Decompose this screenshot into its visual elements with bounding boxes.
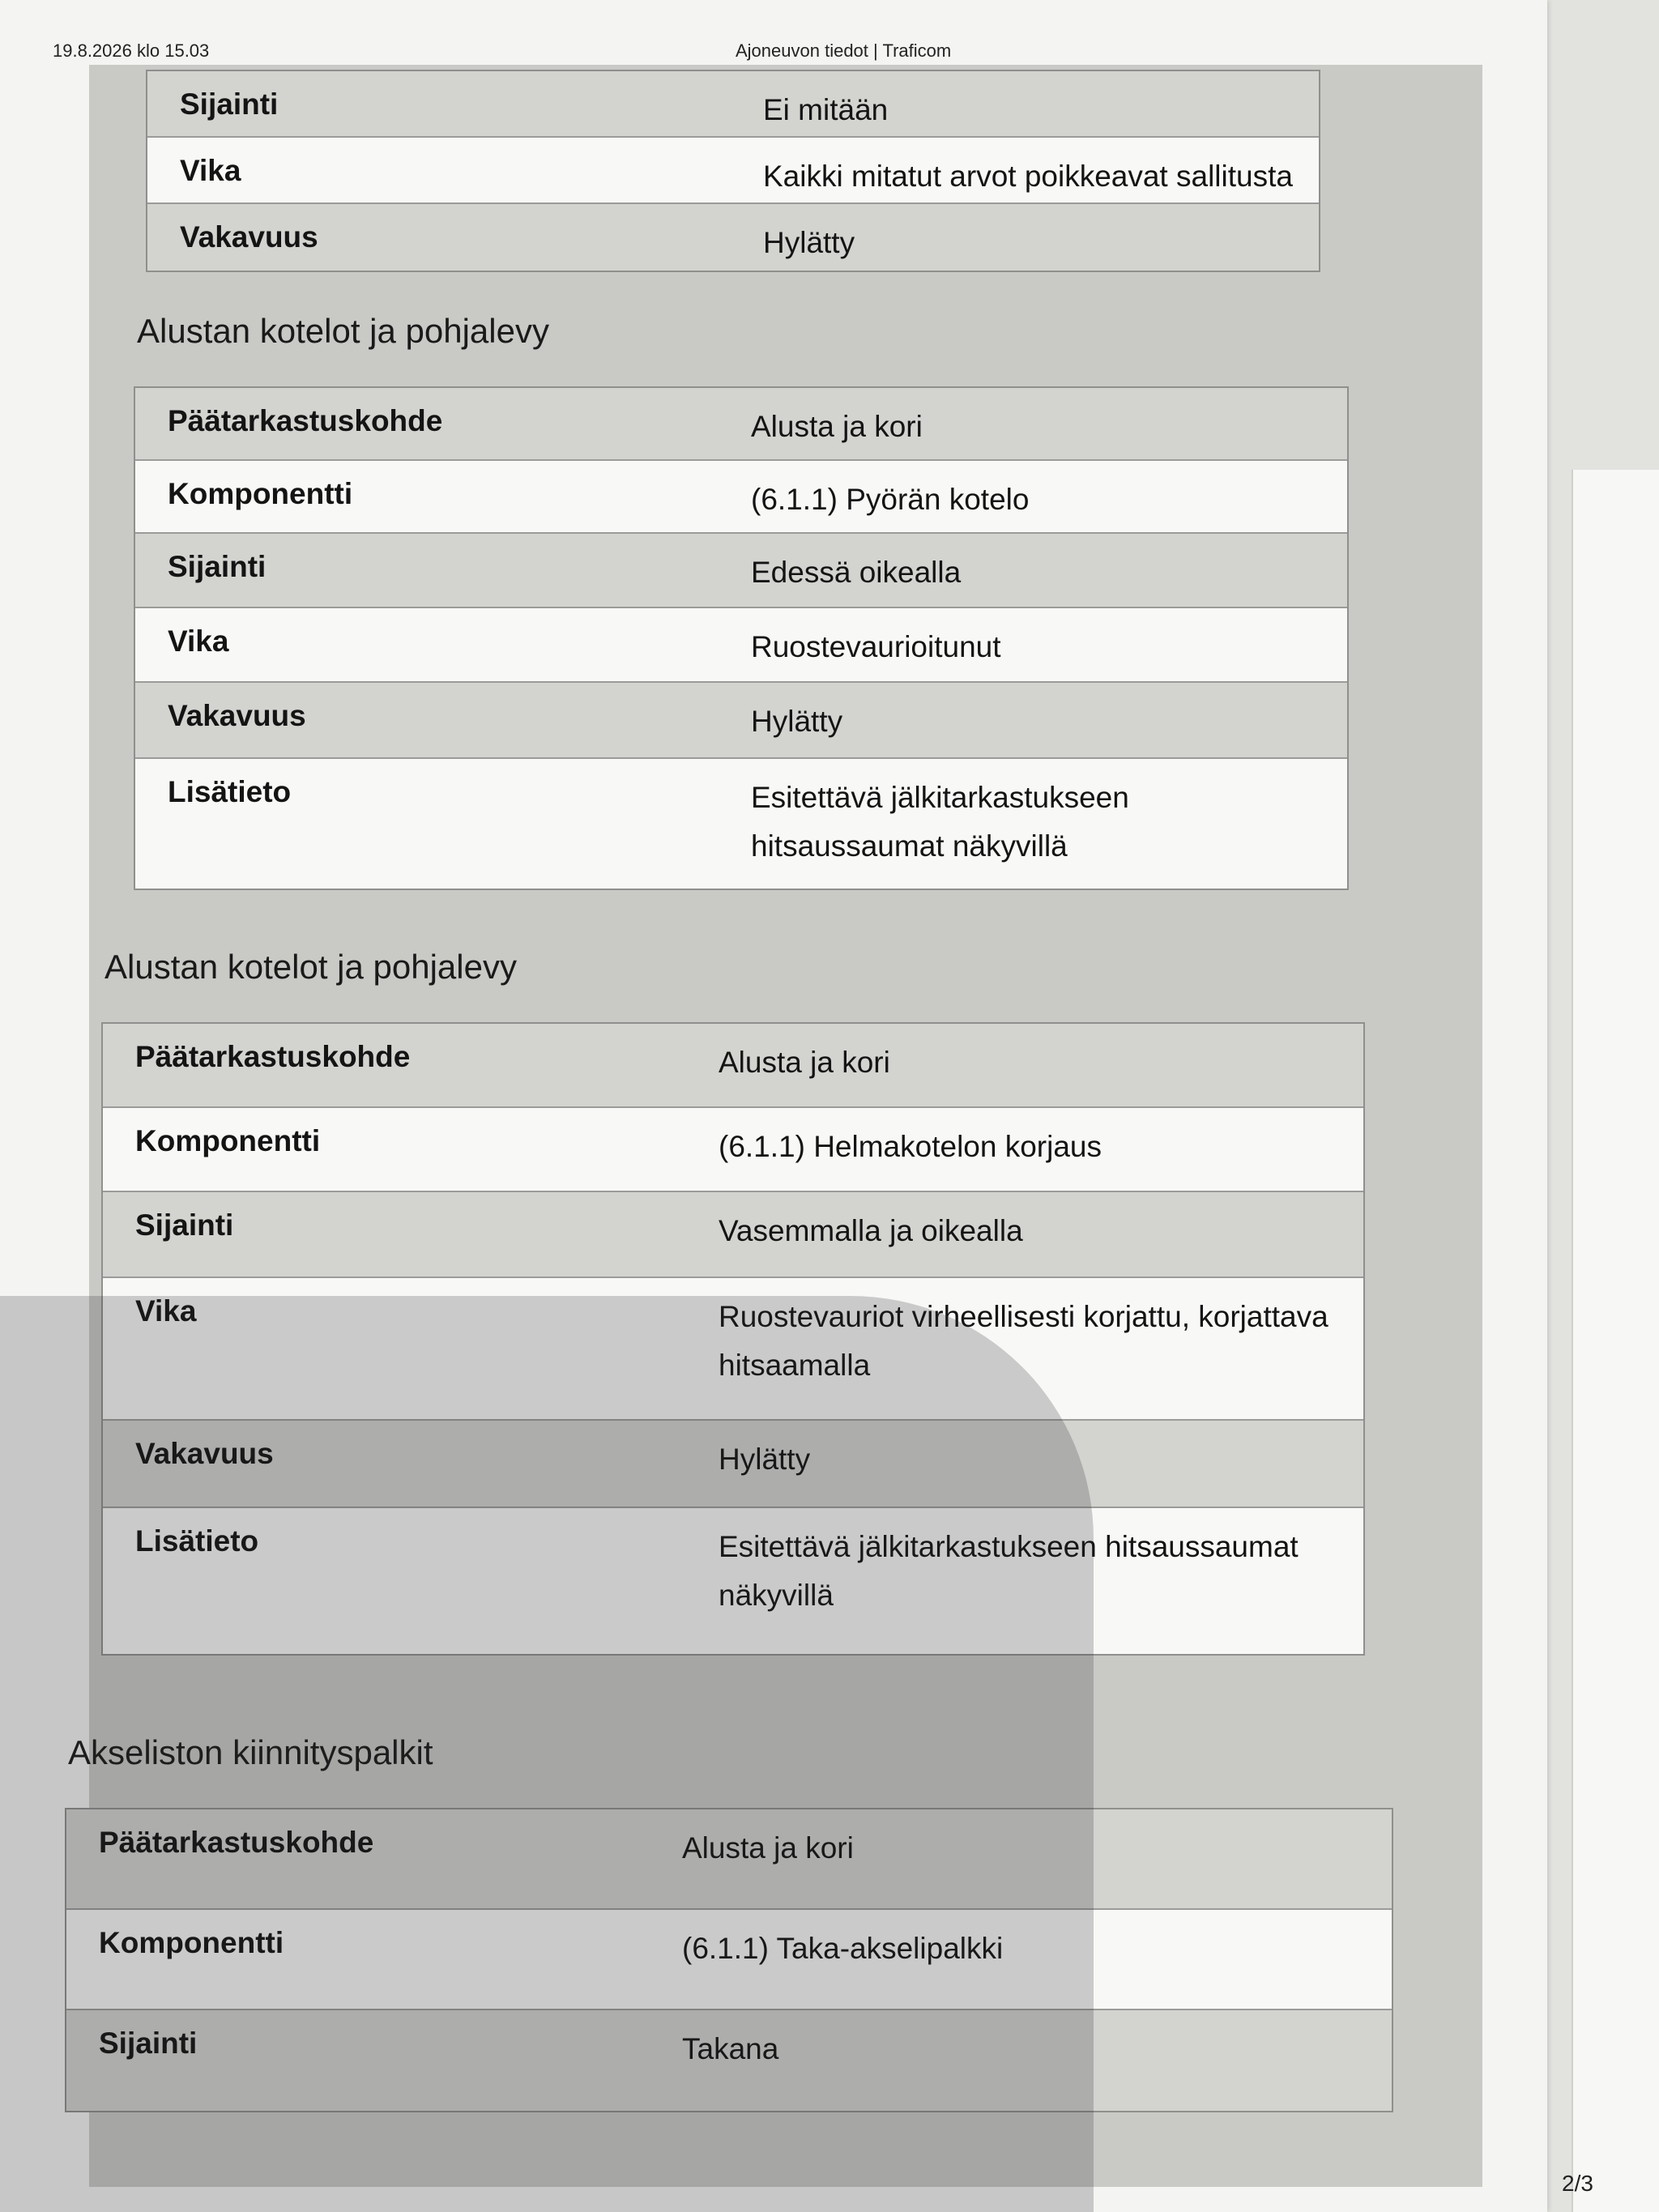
row-key: Sijainti	[168, 550, 267, 583]
row-value: Hylätty	[763, 226, 855, 259]
partial-table-section	[146, 70, 1320, 272]
row-key: Sijainti	[99, 2027, 198, 2060]
table-row	[103, 1421, 1363, 1508]
row-key: Päätarkastuskohde	[135, 1040, 411, 1073]
row-key: Vakavuus	[180, 220, 318, 254]
section-title: Akseliston kiinnityspalkit	[68, 1733, 433, 1771]
row-value: Alusta ja kori	[719, 1046, 890, 1079]
row-key: Vika	[180, 154, 241, 187]
row-value: Kaikki mitatut arvot poikkeavat sallitusta	[763, 160, 1293, 193]
row-value: (6.1.1) Taka-akselipalkki	[682, 1932, 1004, 1965]
table-row	[103, 1024, 1363, 1108]
inspection-table	[146, 70, 1320, 272]
table-row	[103, 1108, 1363, 1192]
table-row	[66, 1910, 1392, 2010]
section-axle-mounts	[65, 1733, 1393, 2112]
row-key: Lisätieto	[168, 775, 292, 808]
row-value: Hylätty	[751, 705, 843, 738]
table-row	[147, 71, 1319, 138]
section-sill-repair	[101, 948, 1365, 1656]
print-title: Ajoneuvon tiedot | Traficom	[736, 40, 952, 61]
row-value: Ruostevaurioitunut	[751, 630, 1001, 663]
table-row	[135, 461, 1347, 534]
row-key: Sijainti	[180, 87, 279, 121]
table-row	[66, 1809, 1392, 1910]
background-sheet	[1572, 470, 1659, 2212]
row-key: Päätarkastuskohde	[168, 404, 443, 437]
table-row	[147, 138, 1319, 204]
inspection-table	[65, 1808, 1393, 2112]
row-value: Vasemmalla ja oikealla	[719, 1214, 1023, 1247]
row-value: (6.1.1) Pyörän kotelo	[751, 483, 1030, 516]
inspection-table	[101, 1022, 1365, 1656]
inspection-table	[134, 386, 1349, 890]
row-key: Vika	[168, 624, 229, 658]
table-row	[135, 608, 1347, 683]
row-key: Komponentti	[99, 1926, 284, 1959]
section-title: Alustan kotelot ja pohjalevy	[137, 312, 549, 350]
table-row	[147, 204, 1319, 271]
page-number: 2/3	[1562, 2171, 1593, 2196]
row-key: Sijainti	[135, 1208, 234, 1242]
row-value: Hylätty	[719, 1443, 811, 1476]
table-row	[103, 1508, 1363, 1654]
section-wheel-housing	[134, 312, 1349, 890]
row-value: Ruostevauriot virheellisesti korjattu, korjattava hitsaamalla	[719, 1300, 1328, 1382]
row-key: Päätarkastuskohde	[99, 1826, 374, 1859]
table-row	[66, 2010, 1392, 2111]
row-key: Lisätieto	[135, 1524, 259, 1558]
table-row	[103, 1192, 1363, 1278]
row-value: Esitettävä jälkitarkastukseen hitsaussaumat näkyvillä	[751, 781, 1129, 863]
inspection-panel	[68, 65, 1482, 2187]
row-value: Ei mitään	[763, 93, 889, 126]
row-value: Esitettävä jälkitarkastukseen hitsaussaumat näkyvillä	[719, 1530, 1299, 1612]
row-key: Komponentti	[135, 1124, 321, 1157]
row-key: Vakavuus	[135, 1437, 274, 1470]
row-value: (6.1.1) Helmakotelon korjaus	[719, 1130, 1102, 1163]
table-row	[103, 1278, 1363, 1421]
section-title: Alustan kotelot ja pohjalevy	[104, 948, 517, 986]
table-row	[135, 388, 1347, 461]
row-value: Takana	[682, 2032, 779, 2065]
print-timestamp: 19.8.2026 klo 15.03	[53, 40, 210, 61]
row-key: Vakavuus	[168, 699, 306, 732]
row-value: Edessä oikealla	[751, 556, 962, 589]
table-row	[135, 534, 1347, 608]
row-value: Alusta ja kori	[682, 1831, 854, 1865]
table-row	[135, 759, 1347, 889]
row-key: Vika	[135, 1294, 197, 1328]
row-value: Alusta ja kori	[751, 410, 923, 443]
row-key: Komponentti	[168, 477, 353, 510]
table-row	[135, 683, 1347, 759]
